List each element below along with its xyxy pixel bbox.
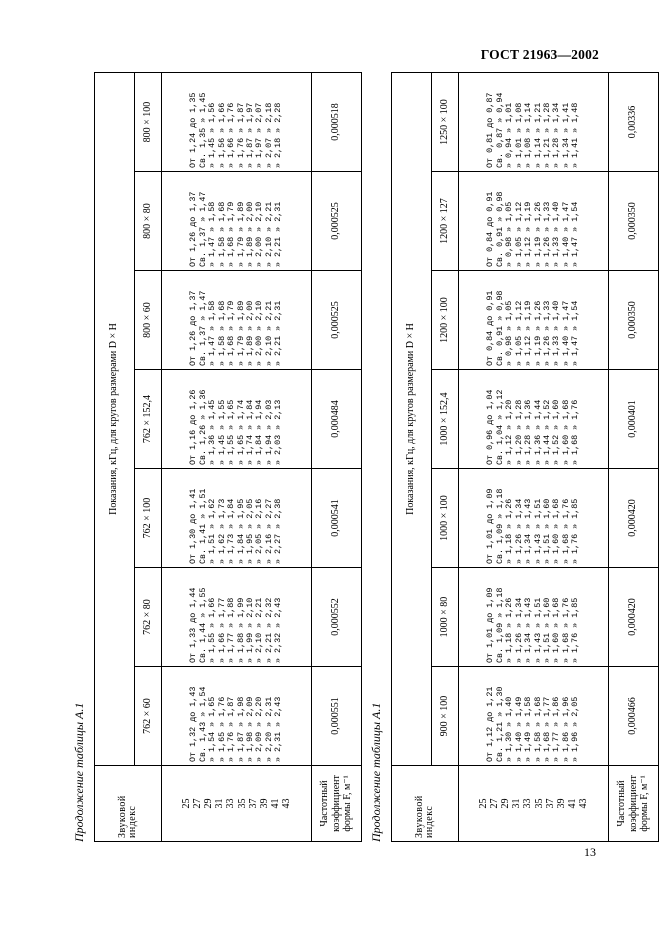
reading-ranges: От 0,81 до 0,87 Св. 0,87 » 0,94 » 0,94 » 1,01 » 1,01 » 1,08 » 1,08 » 1,14 » 1,14 » 1,21 » 1,21 » 1,28 » 1,28 » 1,34 » 1,34 » 1,41 » 1,41 » 1,48: [459, 73, 609, 172]
table-caption: Продолжение таблицы А.1: [72, 702, 86, 842]
freq-coef-label: Частотный коэффициент формы F, м⁻¹: [609, 766, 659, 842]
data-table: [391, 72, 659, 842]
page-number: 13: [584, 845, 596, 859]
reading-ranges: От 0,96 до 1,04 Св. 1,04 » 1,12 » 1,12 » 1,20 » 1,20 » 1,28 » 1,28 » 1,36 » 1,36 » 1,44 » 1,44 » 1,52 » 1,52 » 1,60 » 1,60 » 1,68 » 1,68 » 1,76: [459, 370, 609, 469]
data-table: [94, 72, 362, 842]
size-header: 1200 × 127: [432, 172, 459, 271]
sound-index-header: Звуковой индекс: [392, 766, 459, 842]
sound-index-header: Звуковой индекс: [95, 766, 162, 842]
reading-ranges: От 1,16 до 1,26 Св. 1,26 » 1,36 » 1,36 » 1,45 » 1,45 » 1,55 » 1,55 » 1,65 » 1,65 » 1,74 » 1,74 » 1,84 » 1,84 » 1,94 » 1,94 » 2,03 » 2,03 » 2,13: [162, 370, 312, 469]
size-header: 1200 × 100: [432, 271, 459, 370]
document-header: ГОСТ 21963—2002: [480, 47, 599, 62]
size-header: 762 × 60: [135, 667, 162, 766]
size-header: 800 × 100: [135, 73, 162, 172]
sound-index-values: 25 27 29 31 33 35 37 39 41 43: [459, 766, 609, 842]
freq-coef-value: 0,000466: [609, 667, 659, 766]
size-header: 1000 × 80: [432, 568, 459, 667]
freq-coef-value: 0,000350: [609, 172, 659, 271]
reading-ranges: От 1,24 до 1,35 Св. 1,35 » 1,45 » 1,45 » 1,56 » 1,56 » 1,66 » 1,66 » 1,76 » 1,76 » 1,87 » 1,87 » 1,97 » 1,97 » 2,07 » 2,07 » 2,18 » 2,18 » 2,28: [162, 73, 312, 172]
size-header: 1250 × 100: [432, 73, 459, 172]
freq-coef-value: 0,000518: [312, 73, 362, 172]
sound-index-values: 25 27 29 31 33 35 37 39 41 43: [162, 766, 312, 842]
freq-coef-value: 0,000552: [312, 568, 362, 667]
freq-coef-value: 0,000401: [609, 370, 659, 469]
freq-coef-value: 0,000541: [312, 469, 362, 568]
readings-header: Показания, кГц, для кругов размерами D × H: [95, 73, 135, 766]
reading-ranges: От 1,01 до 1,09 Св. 1,09 » 1,18 » 1,18 » 1,26 » 1,26 » 1,34 » 1,34 » 1,43 » 1,43 » 1,51 » 1,51 » 1,60 » 1,60 » 1,68 » 1,68 » 1,76 » 1,76 » 1,85: [459, 469, 609, 568]
reading-ranges: От 1,01 до 1,09 Св. 1,09 » 1,18 » 1,18 » 1,26 » 1,26 » 1,34 » 1,34 » 1,43 » 1,43 » 1,51 » 1,51 » 1,60 » 1,60 » 1,68 » 1,68 » 1,76 » 1,76 » 1,85: [459, 568, 609, 667]
reading-ranges: От 1,30 до 1,41 Св. 1,41 » 1,51 » 1,51 » 1,62 » 1,62 » 1,73 » 1,73 » 1,84 » 1,84 » 1,95 » 1,95 » 2,05 » 2,05 » 2,16 » 2,16 » 2,27 » 2,27 » 2,38: [162, 469, 312, 568]
readings-header: Показания, кГц, для кругов размерами D × H: [392, 73, 432, 766]
freq-coef-value: 0,000484: [312, 370, 362, 469]
freq-coef-value: 0,000551: [312, 667, 362, 766]
freq-coef-label: Частотный коэффициент формы F, м⁻¹: [312, 766, 362, 842]
size-header: 1000 × 152,4: [432, 370, 459, 469]
freq-coef-value: 0,000525: [312, 172, 362, 271]
freq-coef-value: 0,00336: [609, 73, 659, 172]
reading-ranges: От 1,32 до 1,43 Св. 1,43 » 1,54 » 1,54 » 1,65 » 1,65 » 1,76 » 1,76 » 1,87 » 1,87 » 1,98 » 1,98 » 2,09 » 2,09 » 2,20 » 2,20 » 2,31 » 2,31 » 2,43: [162, 667, 312, 766]
size-header: 800 × 60: [135, 271, 162, 370]
reading-ranges: От 1,12 до 1,21 Св. 1,21 » 1,30 » 1,30 » 1,40 » 1,40 » 1,49 » 1,49 » 1,58 » 1,58 » 1,68 » 1,68 » 1,77 » 1,77 » 1,86 » 1,86 » 1,96 » 1,96 » 2,05: [459, 667, 609, 766]
reading-ranges: От 1,33 до 1,44 Св. 1,44 » 1,55 » 1,55 » 1,66 » 1,66 » 1,77 » 1,77 » 1,88 » 1,88 » 1,99 » 1,99 » 2,10 » 2,10 » 2,21 » 2,21 » 2,32 » 2,32 » 2,43: [162, 568, 312, 667]
table-caption: Продолжение таблицы А.1: [369, 702, 383, 842]
freq-coef-value: 0,000525: [312, 271, 362, 370]
freq-coef-value: 0,000420: [609, 469, 659, 568]
size-header: 800 × 80: [135, 172, 162, 271]
size-header: 900 × 100: [432, 667, 459, 766]
reading-ranges: От 0,84 до 0,91 Св. 0,91 » 0,98 » 0,98 » 1,05 » 1,05 » 1,12 » 1,12 » 1,19 » 1,19 » 1,26 » 1,26 » 1,33 » 1,33 » 1,40 » 1,40 » 1,47 » 1,47 » 1,54: [459, 172, 609, 271]
reading-ranges: От 1,26 до 1,37 Св. 1,37 » 1,47 » 1,47 » 1,58 » 1,58 » 1,68 » 1,68 » 1,79 » 1,79 » 1,89 » 1,89 » 2,00 » 2,00 » 2,10 » 2,10 » 2,21 » 2,21 » 2,31: [162, 271, 312, 370]
reading-ranges: От 1,26 до 1,37 Св. 1,37 » 1,47 » 1,47 » 1,58 » 1,58 » 1,68 » 1,68 » 1,79 » 1,79 » 1,89 » 1,89 » 2,00 » 2,00 » 2,10 » 2,10 » 2,21 » 2,21 » 2,31: [162, 172, 312, 271]
reading-ranges: От 0,84 до 0,91 Св. 0,91 » 0,98 » 0,98 » 1,05 » 1,05 » 1,12 » 1,12 » 1,19 » 1,19 » 1,26 » 1,26 » 1,33 » 1,33 » 1,40 » 1,40 » 1,47 » 1,47 » 1,54: [459, 271, 609, 370]
freq-coef-value: 0,000350: [609, 271, 659, 370]
size-header: 762 × 152,4: [135, 370, 162, 469]
size-header: 762 × 80: [135, 568, 162, 667]
size-header: 1000 × 100: [432, 469, 459, 568]
freq-coef-value: 0,000420: [609, 568, 659, 667]
size-header: 762 × 100: [135, 469, 162, 568]
